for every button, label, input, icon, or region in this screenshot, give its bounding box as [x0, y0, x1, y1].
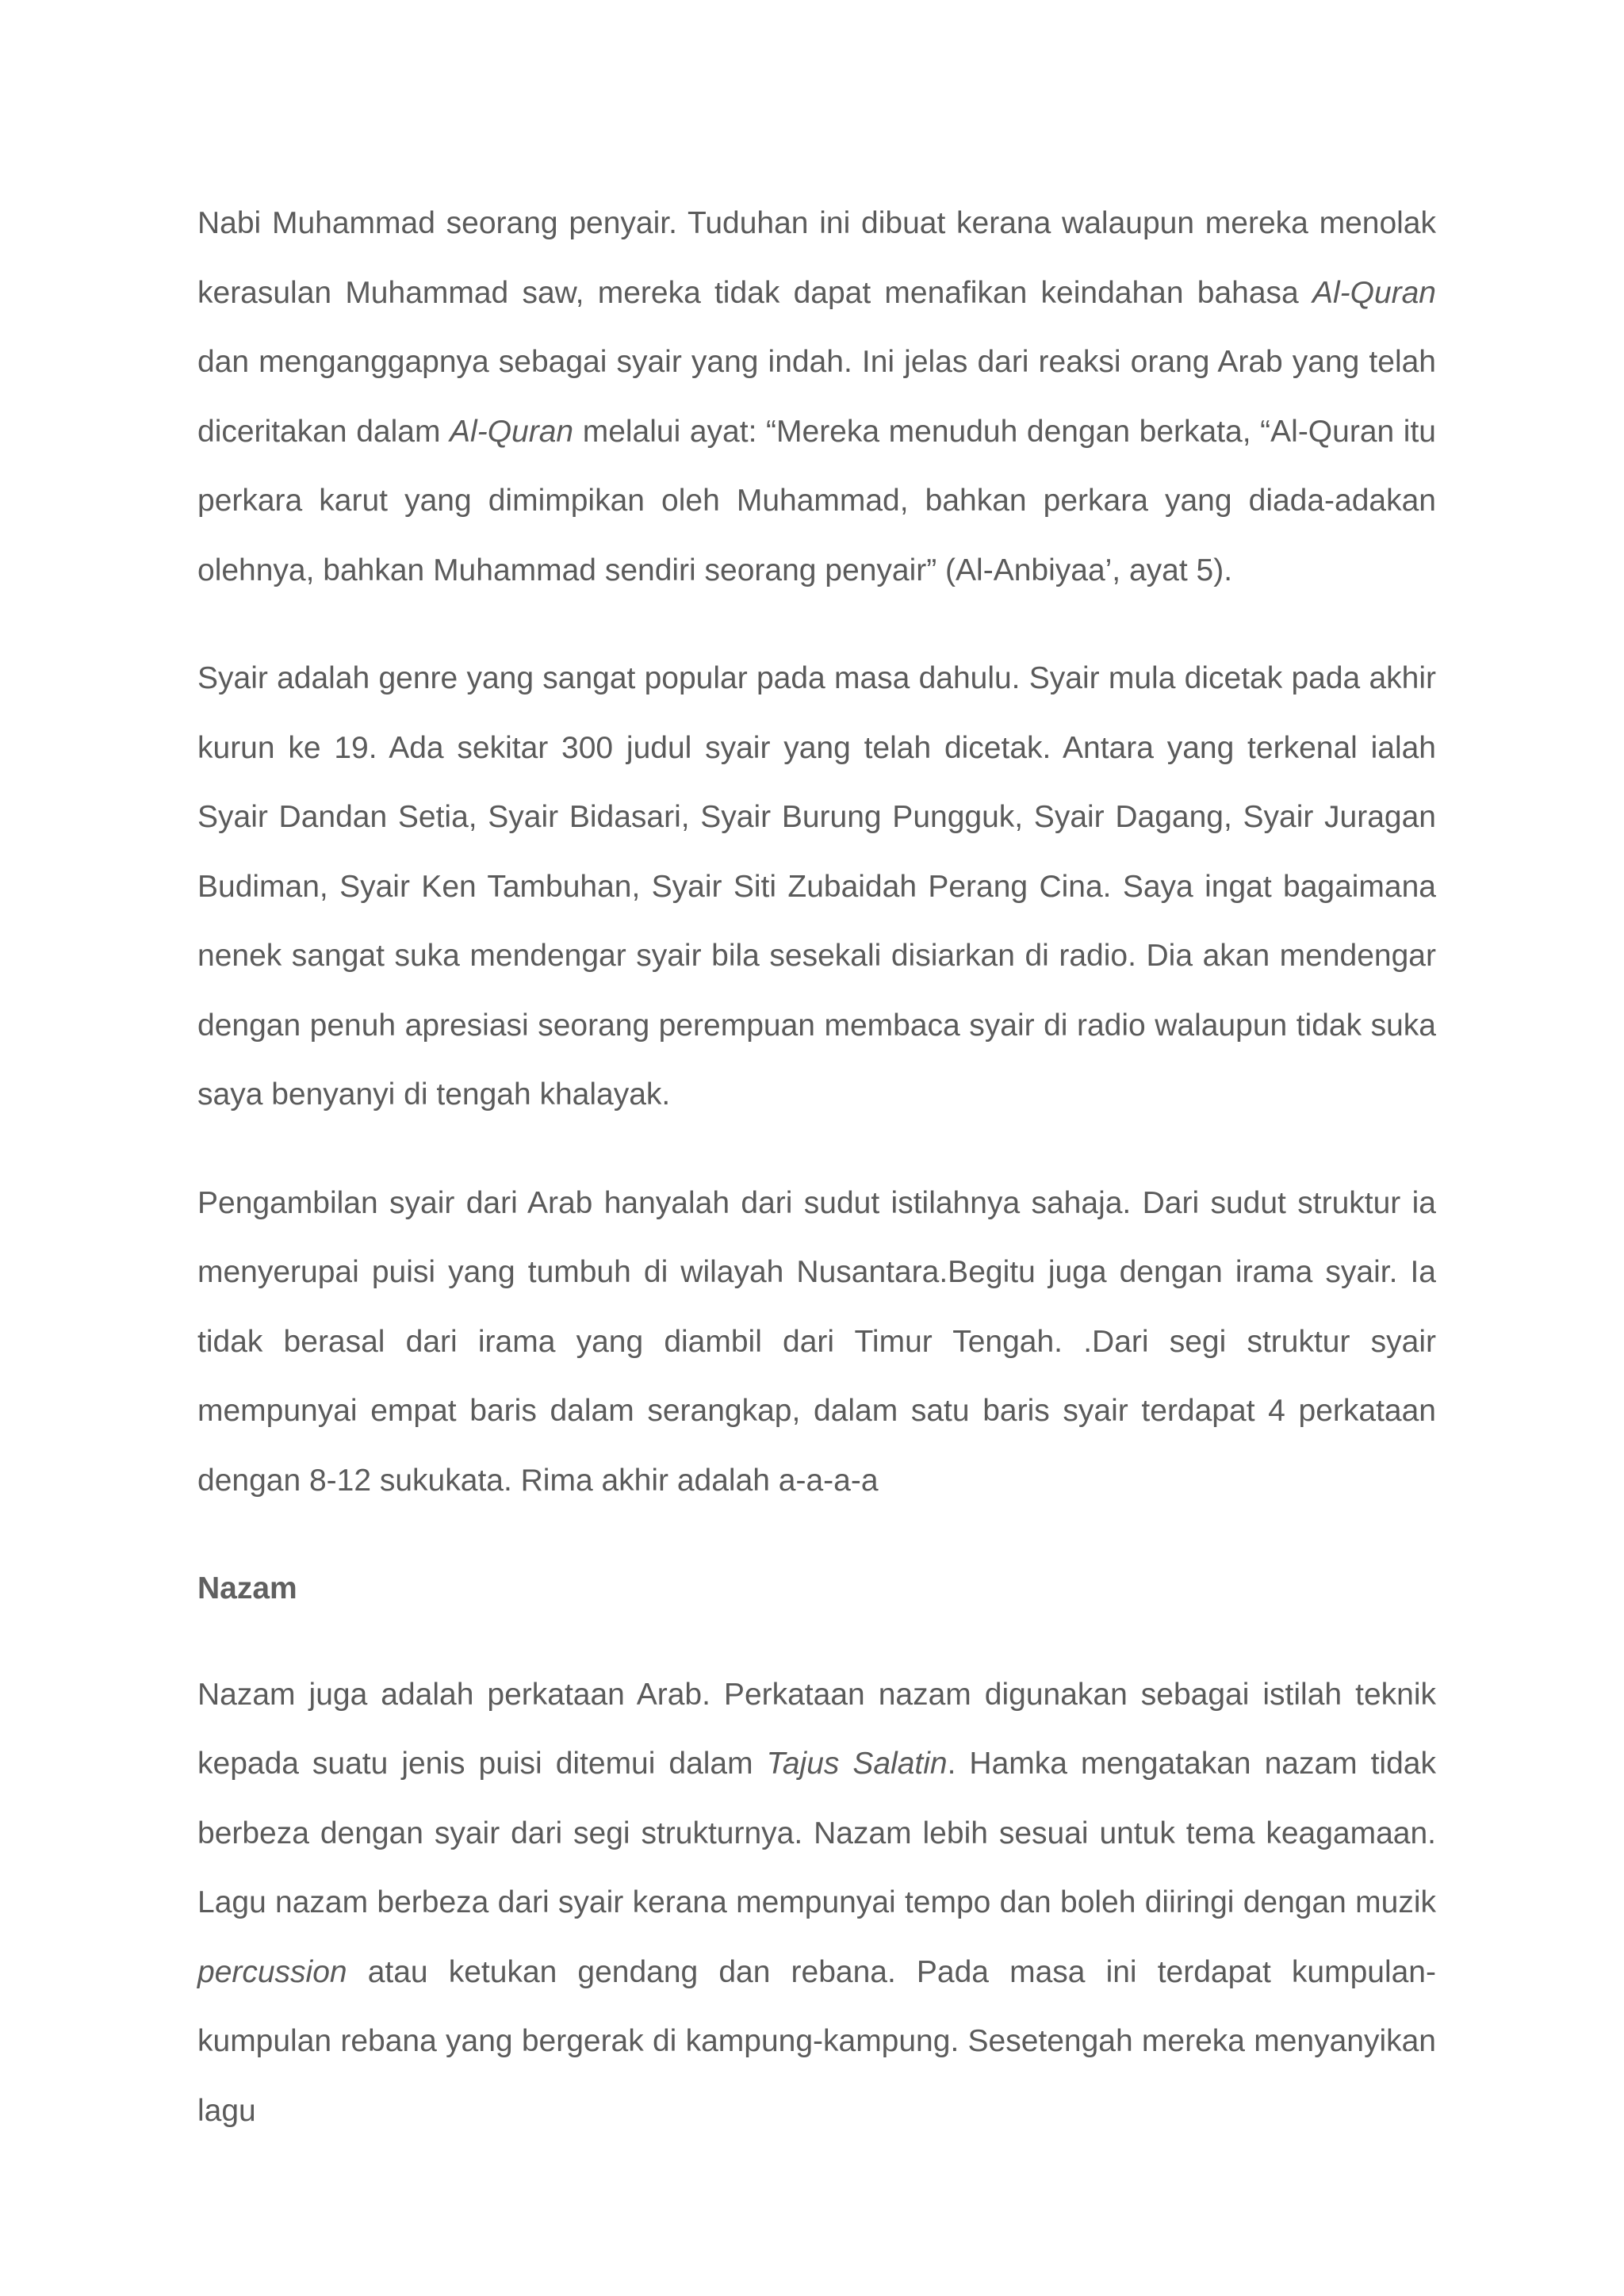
paragraph-2: Syair adalah genre yang sangat popular pada masa dahulu. Syair mula dicetak pada akhir kurun ke 19. Ada sekitar 300 judul syair yang telah dicetak. Antara yang terkenal ialah Syair Dandan Setia, Syair Bidasari, Syair Burung Pungguk, Syair Dagang, Syair Juragan Budiman, Syair Ken Tambuhan, Syair Siti Zubaidah Perang Cina. Saya ingat bagaimana nenek sangat suka mendengar syair bila sesekali disiarkan di radio. Dia akan mendengar dengan penuh apresiasi seorang perempuan membaca syair di radio walaupun tidak suka saya benyanyi di tengah khalayak. [197, 661, 1436, 1112]
paragraph-1-italic-a: Al-Quran [1312, 275, 1436, 310]
paragraph-4-italic-b: percussion [197, 1954, 347, 1989]
paragraph-4 [197, 1660, 1436, 2146]
paragraph-4-italic-a: Tajus Salatin [766, 1747, 948, 1781]
paragraph-1 [197, 189, 1436, 605]
heading-spacer [197, 1624, 1436, 1660]
paragraph-1-text-b: dan menganggapnya sebagai syair yang indah. Ini jelas dari reaksi orang Arab yang telah diceritakan dalam [197, 345, 1436, 449]
document-body [197, 189, 1436, 2145]
paragraph-1-text-c: melalui ayat: “Mereka menuduh dengan berkata, “Al-Quran itu perkara karut yang dimimpikan oleh Muhammad, bahkan perkara yang diada-adakan olehnya, bahkan Muhammad sendiri seorang penyair” (Al-Anbiyaa’, ayat 5). [197, 414, 1436, 587]
paragraph-1-text-a: Nabi Muhammad seorang penyair. Tuduhan ini dibuat kerana walaupun mereka menolak kerasulan Muhammad saw, mereka tidak dapat menafikan keindahan bahasa [197, 206, 1436, 310]
paragraph-4-text-b: . Hamka mengatakan nazam tidak berbeza dengan syair dari segi strukturnya. Nazam lebih sesuai untuk tema keagamaan. Lagu nazam berbeza dari syair kerana mempunyai tempo dan boleh diiringi dengan muzik [197, 1747, 1436, 1919]
paragraph-spacer [197, 605, 1436, 644]
paragraph-4-text-c: atau ketukan gendang dan rebana. Pada masa ini terdapat kumpulan-kumpulan rebana yang bergerak di kampung-kampung. Sesetengah mereka menyanyikan lagu [197, 1954, 1436, 2128]
paragraph-spacer [197, 1515, 1436, 1554]
paragraph-spacer [197, 1130, 1436, 1169]
paragraph-4-text-a: Nazam juga adalah perkataan Arab. Perkataan nazam digunakan sebagai istilah teknik kepada suatu jenis puisi ditemui dalam [197, 1677, 1436, 1781]
paragraph-1-italic-b: Al-Quran [450, 414, 574, 449]
paragraph-3: Pengambilan syair dari Arab hanyalah dari sudut istilahnya sahaja. Dari sudut struktur ia menyerupai puisi yang tumbuh di wilayah Nusantara.Begitu juga dengan irama syair. Ia tidak berasal dari irama yang diambil dari Timur Tengah. .Dari segi struktur syair mempunyai empat baris dalam serangkap, dalam satu baris syair terdapat 4 perkataan dengan 8-12 sukukata. Rima akhir adalah a-a-a-a [197, 1185, 1436, 1498]
section-heading: Nazam [197, 1571, 297, 1605]
